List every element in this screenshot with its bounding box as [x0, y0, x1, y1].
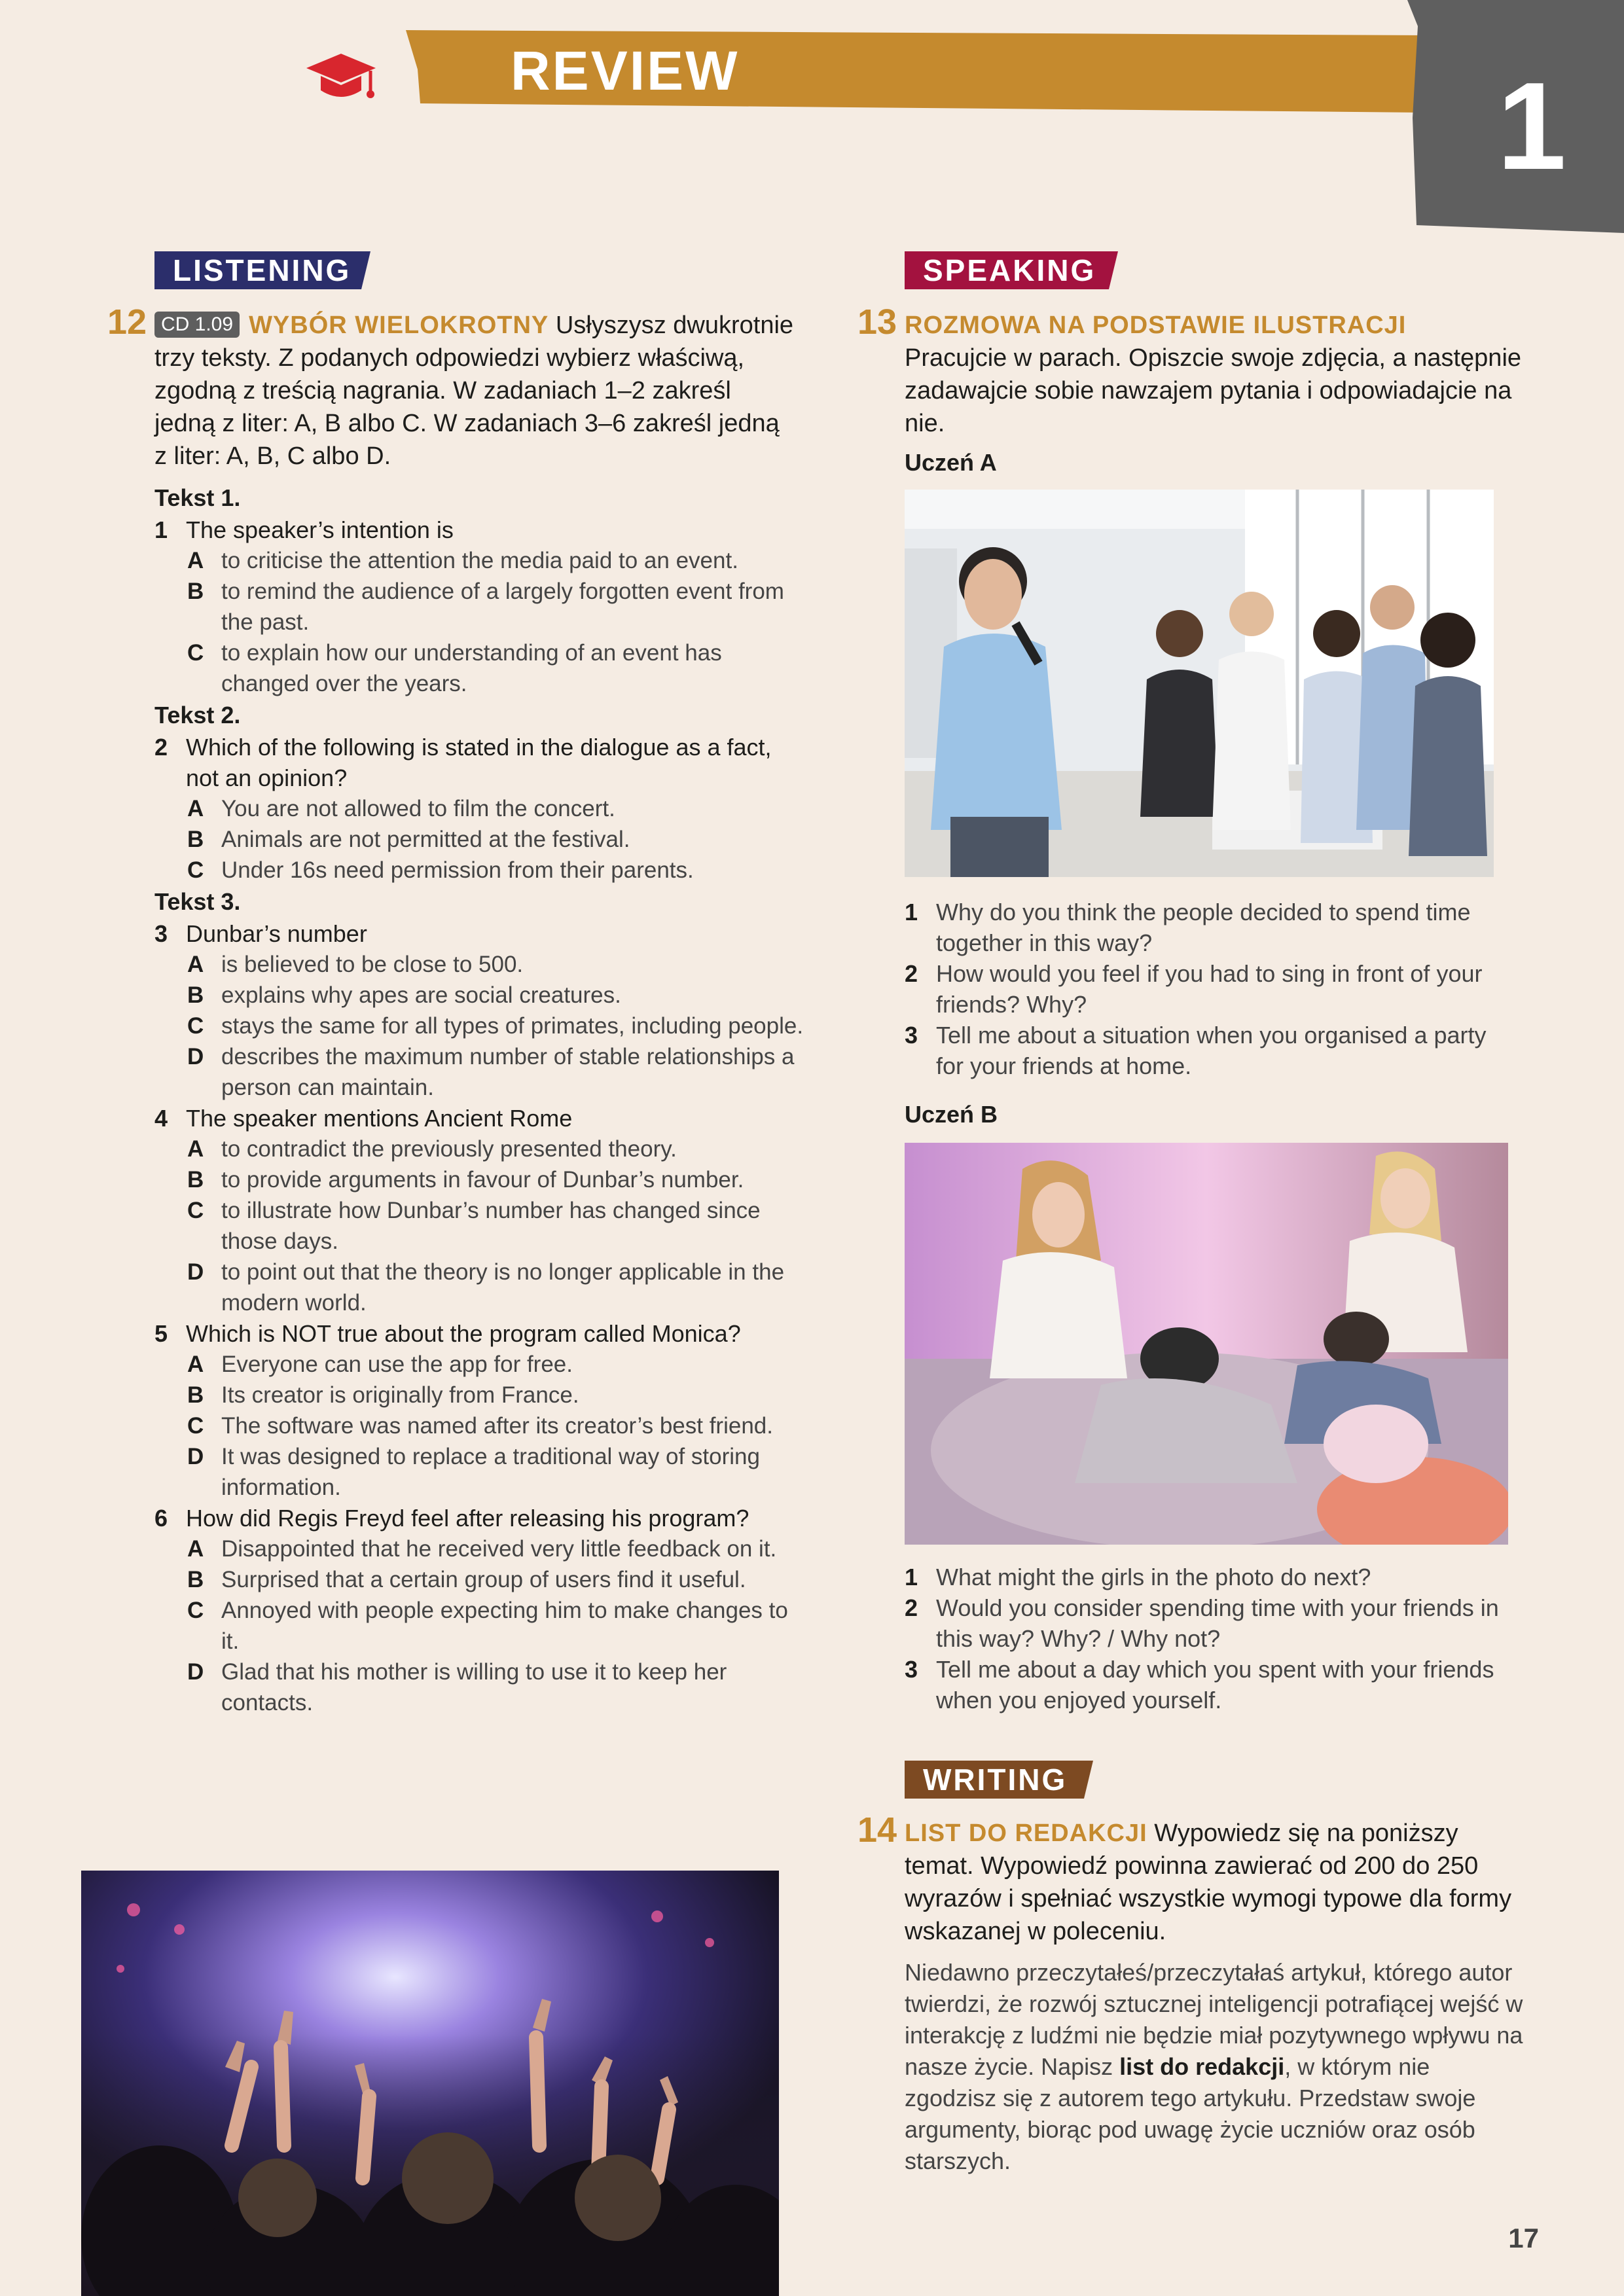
task-type: LIST DO REDAKCJI — [905, 1820, 1147, 1847]
prompt-text: Niedawno przeczytałeś/przeczytałaś artykuł, którego autor twierdzi, że rozwój sztucznej inteligencji potrafiącej wejść w interakcję z ludźmi nie będzie miał pozytywnego wpływu na nasze życie. Napisz — [905, 1959, 1523, 2080]
option-letter[interactable]: D — [187, 1444, 204, 1469]
question-number: 6 — [154, 1505, 168, 1532]
option-text: It was designed to replace a traditional way of storing information. — [221, 1444, 760, 1500]
task-instruction — [905, 1817, 1533, 1948]
question-number: 1 — [905, 1564, 918, 1590]
student-a-label: Uczeń A — [905, 449, 997, 476]
question-text: Tell me about a situation when you organised a party for your friends at home. — [936, 1022, 1487, 1079]
option-letter[interactable]: A — [187, 1352, 204, 1377]
answer-option[interactable] — [187, 1257, 809, 1318]
text-heading: Tekst 3. — [154, 888, 241, 915]
section-label-text: LISTENING — [173, 253, 352, 287]
option-text: describes the maximum number of stable relationships a person can maintain. — [221, 1044, 795, 1100]
prompt-emphasis: list do redakcji — [1119, 2053, 1285, 2080]
answer-option[interactable] — [187, 576, 809, 637]
answer-option[interactable] — [187, 1011, 809, 1041]
answer-option[interactable] — [187, 545, 809, 576]
option-letter[interactable]: C — [187, 1598, 204, 1623]
option-letter[interactable]: A — [187, 952, 204, 977]
answer-option[interactable] — [187, 949, 809, 980]
text-heading: Tekst 1. — [154, 484, 241, 511]
option-letter[interactable]: B — [187, 982, 204, 1008]
prompt-text: , w którym nie zgodzisz się z autorem tego artykułu. Przedstaw swoje argumenty, biorąc pod uwagę życie uczniów oraz osób starszych. — [905, 2053, 1476, 2174]
listening-questions — [154, 482, 809, 1718]
instruction-text: Usłyszysz dwukrotnie trzy teksty. Z podanych odpowiedzi wybierz właściwą, zgodną z treścią nagrania. W zadaniach 1–2 zakreśl jedną z liter: A, B albo C. W zadaniach 3–6 zakreśl jedną z liter: A, B, C albo D. — [154, 312, 794, 470]
option-letter[interactable]: B — [187, 827, 204, 852]
option-letter[interactable]: A — [187, 796, 204, 821]
answer-option[interactable] — [187, 1041, 809, 1103]
option-letter[interactable]: B — [187, 1567, 204, 1592]
option-letter[interactable]: C — [187, 857, 204, 883]
option-text: Everyone can use the app for free. — [221, 1352, 573, 1377]
option-text: Its creator is originally from France. — [221, 1382, 579, 1408]
page-title: REVIEW — [511, 40, 740, 101]
question-number: 2 — [905, 1594, 918, 1621]
option-letter[interactable]: C — [187, 1413, 204, 1439]
option-text: to illustrate how Dunbar’s number has changed since those days. — [221, 1198, 761, 1254]
answer-option[interactable] — [187, 980, 809, 1011]
question-text: How did Regis Freyd feel after releasing his program? — [186, 1505, 749, 1532]
question-text: Which of the following is stated in the dialogue as a fact, not an opinion? — [186, 734, 772, 791]
instruction-text: Wypowiedz się na poniższy temat. Wypowiedź powinna zawierać od 200 do 250 wyrazów i spełniać wszystkie wymogi typowe dla formy wskazanej w poleceniu. — [905, 1820, 1512, 1945]
answer-option[interactable] — [187, 824, 809, 855]
section-label-text: SPEAKING — [923, 253, 1096, 287]
option-text: to explain how our understanding of an event has changed over the years. — [221, 640, 722, 696]
question-item — [905, 1654, 1513, 1715]
task-number: 13 — [857, 302, 897, 342]
question-number: 4 — [154, 1105, 168, 1132]
option-text: Under 16s need permission from their parents. — [221, 857, 694, 883]
answer-option[interactable] — [187, 1164, 809, 1195]
answer-option[interactable] — [187, 1595, 809, 1657]
option-text: to provide arguments in favour of Dunbar’s number. — [221, 1167, 744, 1193]
answer-option[interactable] — [187, 1441, 809, 1503]
karaoke-photo — [905, 490, 1494, 877]
unit-number: 1 — [1497, 57, 1566, 196]
question-item — [154, 918, 809, 949]
instruction-text: Pracujcie w parach. Opiszcie swoje zdjęcia, a następnie zadawajcie sobie nawzajem pytania i odpowiadajcie na nie. — [905, 344, 1522, 437]
task-type: WYBÓR WIELOKROTNY — [249, 312, 549, 339]
option-text: is believed to be close to 500. — [221, 952, 524, 977]
concert-photo — [81, 1871, 779, 2296]
question-item — [154, 1318, 809, 1349]
option-letter[interactable]: C — [187, 1198, 204, 1223]
question-text: The speaker’s intention is — [186, 516, 454, 543]
answer-option[interactable] — [187, 1349, 809, 1380]
option-letter[interactable]: C — [187, 640, 204, 666]
answer-option[interactable] — [187, 1657, 809, 1718]
graduation-cap-icon — [305, 51, 377, 103]
page-number: 17 — [1508, 2223, 1539, 2253]
question-item — [154, 514, 809, 545]
option-text: to criticise the attention the media paid to an event. — [221, 548, 738, 573]
section-label-speaking — [905, 251, 1118, 289]
question-number: 5 — [154, 1320, 168, 1347]
question-text: Tell me about a day which you spent with your friends when you enjoyed yourself. — [936, 1656, 1494, 1713]
option-text: Animals are not permitted at the festival. — [221, 827, 630, 852]
question-item — [905, 1020, 1513, 1081]
question-number: 2 — [905, 960, 918, 987]
question-number: 3 — [905, 1022, 918, 1049]
option-text: Surprised that a certain group of users find it useful. — [221, 1567, 746, 1592]
question-item — [905, 958, 1513, 1020]
answer-option[interactable] — [187, 1195, 809, 1257]
option-text: You are not allowed to film the concert. — [221, 796, 615, 821]
question-text: Would you consider spending time with your friends in this way? Why? / Why not? — [936, 1594, 1499, 1652]
task-number: 14 — [857, 1810, 897, 1850]
answer-option[interactable] — [187, 1534, 809, 1564]
task-type: ROZMOWA NA PODSTAWIE ILUSTRACJI — [905, 312, 1407, 339]
student-b-questions — [905, 1562, 1513, 1715]
option-text: Annoyed with people expecting him to make changes to it. — [221, 1598, 788, 1654]
option-text: Disappointed that he received very little feedback on it. — [221, 1536, 777, 1562]
option-letter[interactable]: B — [187, 1167, 204, 1193]
question-text: The speaker mentions Ancient Rome — [186, 1105, 573, 1132]
sleepover-photo — [905, 1143, 1508, 1545]
answer-option[interactable] — [187, 1380, 809, 1410]
answer-option[interactable] — [187, 1410, 809, 1441]
question-text: Dunbar’s number — [186, 920, 367, 947]
option-text: The software was named after its creator’s best friend. — [221, 1413, 773, 1439]
question-item — [154, 1503, 809, 1534]
option-letter[interactable]: C — [187, 1013, 204, 1039]
option-letter[interactable]: A — [187, 1536, 204, 1562]
task-instruction — [905, 309, 1533, 440]
question-text: How would you feel if you had to sing in front of your friends? Why? — [936, 960, 1483, 1018]
question-text: Why do you think the people decided to spend time together in this way? — [936, 899, 1471, 956]
student-a-questions — [905, 897, 1513, 1081]
question-item — [905, 1592, 1513, 1654]
option-text: Glad that his mother is willing to use it to keep her contacts. — [221, 1659, 727, 1715]
question-number: 3 — [154, 920, 168, 947]
answer-option[interactable] — [187, 1134, 809, 1164]
section-label-writing — [905, 1761, 1093, 1799]
section-label-listening — [154, 251, 370, 289]
question-item — [154, 732, 809, 793]
task-number: 12 — [107, 302, 147, 342]
option-letter[interactable]: D — [187, 1259, 204, 1285]
option-letter[interactable]: D — [187, 1044, 204, 1069]
answer-option[interactable] — [187, 793, 809, 824]
answer-option[interactable] — [187, 855, 809, 886]
option-letter[interactable]: A — [187, 1136, 204, 1162]
option-text: to point out that the theory is no longer applicable in the modern world. — [221, 1259, 785, 1316]
question-text: What might the girls in the photo do next? — [936, 1564, 1371, 1590]
answer-option[interactable] — [187, 1564, 809, 1595]
writing-prompt — [905, 1957, 1526, 2177]
student-b-label: Uczeń B — [905, 1101, 998, 1128]
question-item — [905, 897, 1513, 958]
option-letter[interactable]: A — [187, 548, 204, 573]
option-letter[interactable]: B — [187, 579, 204, 604]
text-heading: Tekst 2. — [154, 702, 241, 728]
section-label-text: WRITING — [923, 1763, 1068, 1797]
option-text: explains why apes are social creatures. — [221, 982, 621, 1008]
question-number: 2 — [154, 734, 168, 761]
option-text: to remind the audience of a largely forgotten event from the past. — [221, 579, 784, 635]
answer-option[interactable] — [187, 637, 809, 699]
option-letter[interactable]: D — [187, 1659, 204, 1685]
task-instruction — [154, 309, 796, 473]
option-text: stays the same for all types of primates, including people. — [221, 1013, 804, 1039]
question-number: 3 — [905, 1656, 918, 1683]
option-text: to contradict the previously presented theory. — [221, 1136, 677, 1162]
question-text: Which is NOT true about the program called Monica? — [186, 1320, 741, 1347]
question-number: 1 — [154, 516, 168, 543]
question-item — [905, 1562, 1513, 1592]
question-number: 1 — [905, 899, 918, 925]
cd-track-badge[interactable]: CD 1.09 — [154, 312, 240, 338]
option-letter[interactable]: B — [187, 1382, 204, 1408]
question-item — [154, 1103, 809, 1134]
